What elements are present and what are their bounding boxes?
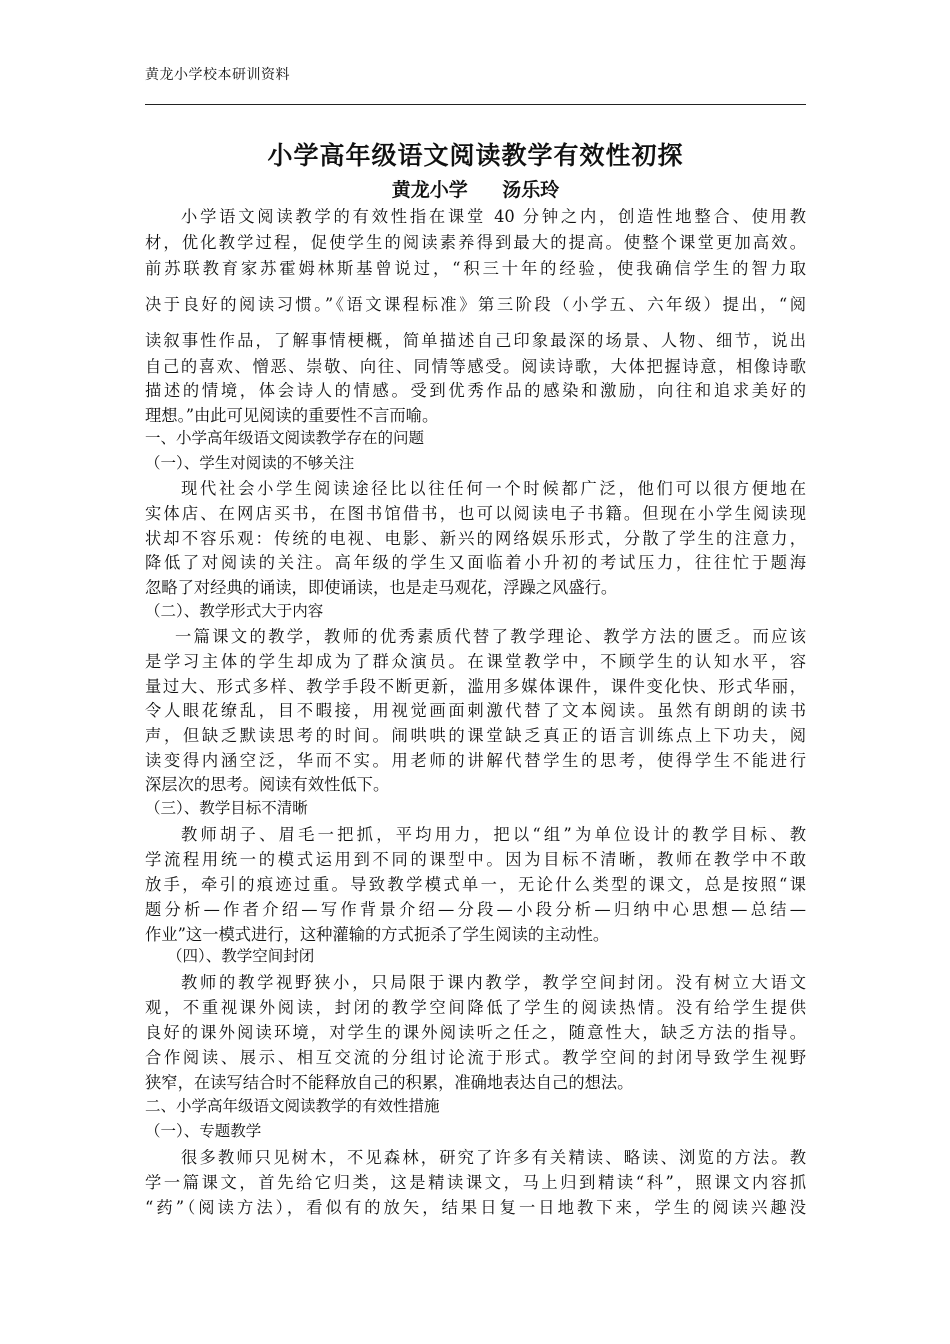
body-text-line: 材，优化教学过程，促使学生的阅读素养得到最大的提高。使整个课堂更加高效。 bbox=[145, 233, 806, 252]
document-title: 小学高年级语文阅读教学有效性初探 bbox=[267, 141, 684, 170]
body-text-line: 决于良好的阅读习惯。”《语文课程标准》第三阶段（小学五、六年级）提出，“阅 bbox=[145, 295, 806, 314]
body-text-line: 读变得内涵空泛，华而不实。用老师的讲解代替学生的思考，使得学生不能进行 bbox=[145, 751, 806, 770]
body-text-line: 状却不容乐观：传统的电视、电影、新兴的网络娱乐形式，分散了学生的注意力， bbox=[145, 529, 806, 548]
body-text-line: 降低了对阅读的关注。高年级的学生又面临着小升初的考试压力，往往忙于题海 bbox=[145, 553, 806, 572]
section-heading: （一）、专题教学 bbox=[145, 1122, 262, 1140]
section-heading: （二）、教学形式大于内容 bbox=[145, 602, 324, 620]
body-text-line: 教师的教学视野狭小，只局限于课内教学，教学空间封闭。没有树立大语文 bbox=[181, 973, 806, 992]
body-text-line: 声，但缺乏默读思考的时间。闹哄哄的课堂缺乏真正的语言训练点上下功夫，阅 bbox=[145, 726, 806, 745]
body-text-line: 自己的喜欢、憎恶、崇敬、向往、同情等感受。阅读诗歌，大体把握诗意，相像诗歌 bbox=[145, 357, 806, 376]
body-text-line: 学一篇课文，首先给它归类，这是精读课文，马上归到精读“科”，照课文内容抓 bbox=[145, 1173, 806, 1192]
section-heading: （三）、教学目标不清晰 bbox=[145, 799, 308, 817]
section-heading: 二、小学高年级语文阅读教学的有效性措施 bbox=[145, 1097, 440, 1115]
body-text-line: 现代社会小学生阅读途径比以往任何一个时候都广泛，他们可以很方便地在 bbox=[181, 479, 806, 498]
body-text-line: 良好的课外阅读环境，对学生的课外阅读听之任之，随意性大，缺乏方法的指导。 bbox=[145, 1023, 806, 1042]
body-text-line: 理想。”由此可见阅读的重要性不言而喻。 bbox=[145, 406, 439, 425]
section-heading: 一、小学高年级语文阅读教学存在的问题 bbox=[145, 429, 425, 447]
body-text-line: 前苏联教育家苏霍姆林斯基曾说过，“积三十年的经验，使我确信学生的智力取 bbox=[145, 259, 806, 278]
page-header-text: 黄龙小学校本研训资料 bbox=[145, 67, 290, 83]
body-text-line: 一篇课文的教学，教师的优秀素质代替了教学理论、教学方法的匮乏。而应该 bbox=[175, 627, 806, 646]
section-heading: （一）、学生对阅读的不够关注 bbox=[145, 454, 355, 472]
body-text-line: 小学语文阅读教学的有效性指在课堂 40 分钟之内，创造性地整合、使用教 bbox=[181, 207, 806, 226]
body-text-line: 作业”这一模式进行，这种灌输的方式扼杀了学生阅读的主动性。 bbox=[145, 925, 610, 944]
body-text-line: 忽略了对经典的诵读，即使诵读，也是走马观花，浮躁之风盛行。 bbox=[145, 578, 618, 597]
body-text-line: 深层次的思考。阅读有效性低下。 bbox=[145, 775, 390, 794]
header-divider bbox=[145, 104, 806, 105]
body-text-line: “药”（阅读方法），看似有的放矢，结果日复一日地教下来，学生的阅读兴趣没 bbox=[145, 1198, 806, 1217]
body-text-line: 学流程用统一的模式运用到不同的课型中。因为目标不清晰，教师在教学中不敢 bbox=[145, 850, 806, 869]
body-text-line: 量过大、形式多样、教学手段不断更新，滥用多媒体课件，课件变化快、形式华丽， bbox=[145, 677, 806, 696]
body-text-line: 很多教师只见树木，不见森林，研究了许多有关精读、略读、浏览的方法。教 bbox=[181, 1148, 806, 1167]
body-text-line: 观，不重视课外阅读，封闭的教学空间降低了学生的阅读热情。没有给学生提供 bbox=[145, 998, 806, 1017]
body-text-line: 题分析—作者介绍—写作背景介绍—分段—小段分析—归纳中心思想—总结— bbox=[145, 900, 806, 919]
body-text-line: 实体店、在网店买书，在图书馆借书，也可以阅读电子书籍。但现在小学生阅读现 bbox=[145, 504, 806, 523]
body-text-line: 狭窄，在读写结合时不能释放自己的积累，准确地表达自己的想法。 bbox=[145, 1073, 634, 1092]
body-text-line: 合作阅读、展示、相互交流的分组讨论流于形式。教学空间的封闭导致学生视野 bbox=[145, 1048, 806, 1067]
body-text-line: 读叙事性作品，了解事情梗概，简单描述自己印象最深的场景、人物、细节，说出 bbox=[145, 331, 806, 350]
body-text-line: 描述的情境，体会诗人的情感。受到优秀作品的感染和激励，向往和追求美好的 bbox=[145, 381, 806, 400]
body-text-line: 是学习主体的学生却成为了群众演员。在课堂教学中，不顾学生的认知水平，容 bbox=[145, 652, 806, 671]
body-text-line: 令人眼花缭乱，目不暇接，用视觉画面刺激代替了文本阅读。虽然有朗朗的读书 bbox=[145, 701, 806, 720]
section-heading: （四）、教学空间封闭 bbox=[167, 947, 315, 965]
author-line: 黄龙小学 汤乐玲 bbox=[391, 179, 560, 201]
body-text-line: 放手，牵引的痕迹过重。导致教学模式单一，无论什么类型的课文，总是按照“课 bbox=[145, 875, 806, 894]
body-text-line: 教师胡子、眉毛一把抓，平均用力，把以“组”为单位设计的教学目标、教 bbox=[181, 825, 806, 844]
